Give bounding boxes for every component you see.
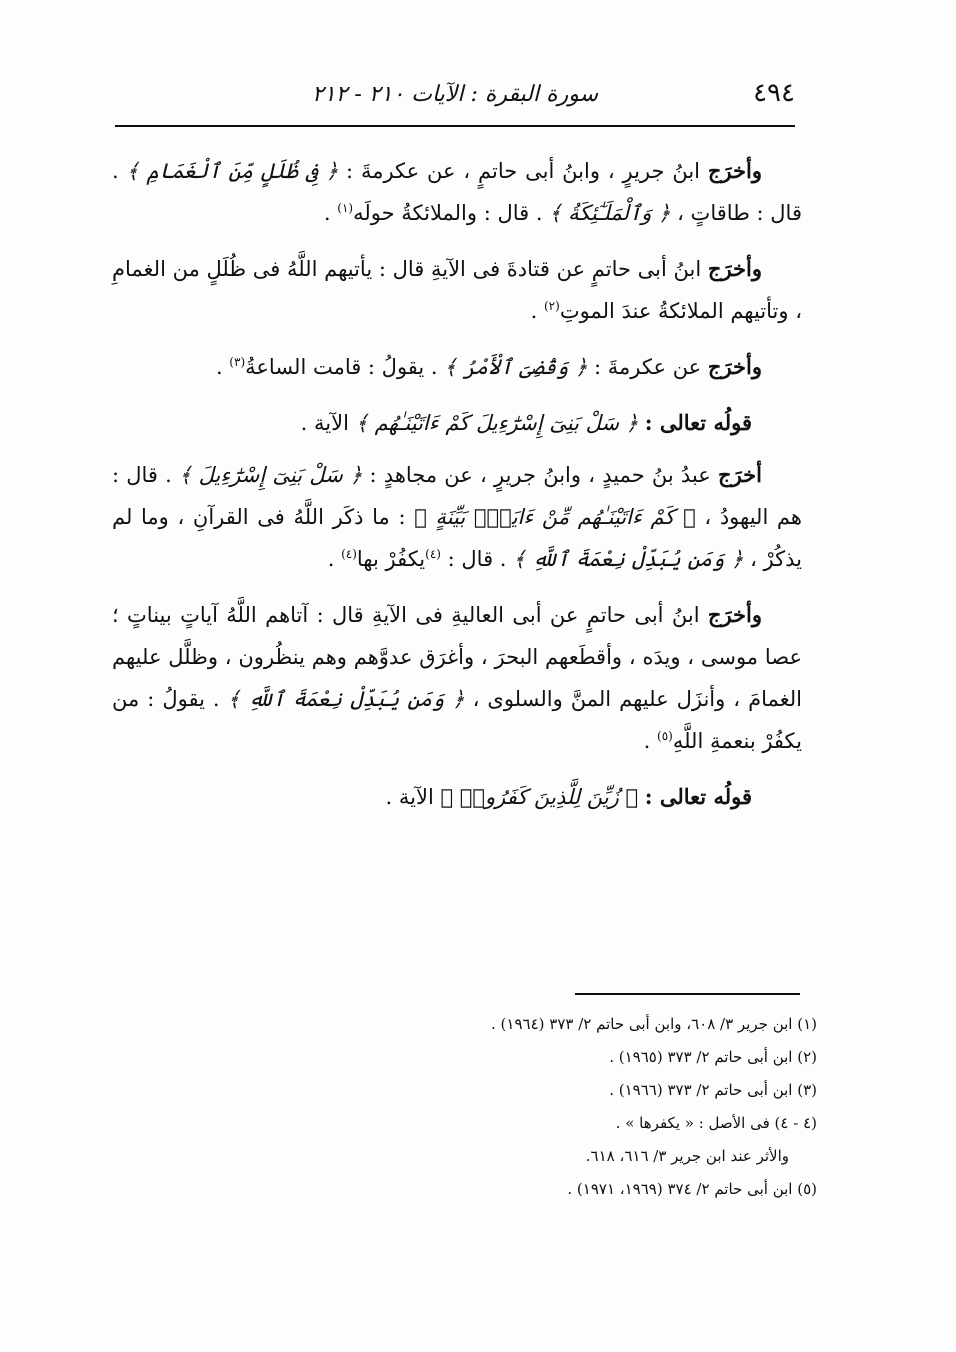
header-rule — [115, 125, 795, 127]
paragraph-3 — [112, 346, 802, 388]
quran-quote: ﴿ سَلْ بَنِىٓ إِسْرَٰٓءِيلَ كَمْ ءَاتَيْنَـٰهُم ﴾ — [355, 411, 645, 435]
quran-quote: ﴿ وَٱلْمَلَـٰٓئِكَةُ ﴾ — [549, 201, 671, 225]
text: . قال : هم اليهودُ ، — [112, 463, 802, 529]
verse-heading-1 — [112, 402, 802, 444]
text: . — [323, 201, 338, 225]
quran-quote: ﴿ زُيِّنَ لِلَّذِينَ كَفَرُوا۟ ﴾ — [440, 785, 645, 809]
lead-word: وأخرَج — [707, 602, 762, 627]
text: ابنُ أبى حاتمٍ عن قتادةَ فى الآيةِ قال : يأتيهم اللَّهُ فى ظُلَلٍ من الغمامِ ، وتأتيهم الملائكةُ عندَ الموتِ — [112, 257, 802, 323]
quran-quote: ﴿ وَمَن يُبَدِّلْ نِعْمَةَ ٱللَّهِ ﴾ — [513, 547, 744, 571]
footnote-4-continued: والأثر عند ابن جرير ٣/ ٦١٦، ٦١٨. — [585, 1147, 789, 1165]
quran-quote: ﴿ وَمَن يُبَدِّلْ نِعْمَةَ ٱللَّهِ ﴾ — [227, 687, 465, 711]
paragraph-4 — [112, 454, 802, 580]
heading-label: قولُه تعالى : — [644, 410, 752, 435]
page-header — [115, 78, 795, 124]
footnote-ref: (٣) — [229, 355, 246, 369]
footnote-ref: (٤) — [341, 547, 357, 561]
footnote-ref: (١) — [337, 201, 354, 215]
heading-label: قولُه تعالى : — [644, 784, 752, 809]
text: . قال : — [440, 547, 514, 571]
text: عبدُ بنُ حميدٍ ، وابنُ جريرٍ ، عن مجاهدٍ : — [362, 463, 719, 487]
paragraph-2 — [112, 248, 802, 332]
text: . يقولُ : من يكفُرْ بنعمةِ اللَّهِ — [112, 687, 802, 753]
page-number: ٤٩٤ — [753, 78, 795, 108]
text: . يقولُ : قامت الساعةُ — [245, 355, 445, 379]
text: . — [643, 729, 657, 753]
running-title: سورة البقرة : الآيات ٢١٠ - ٢١٢ — [311, 82, 599, 107]
text: . — [327, 547, 342, 571]
lead-word: وأخرَج — [707, 354, 762, 379]
text: . قال : طاقاتٍ ، — [112, 159, 802, 225]
text: يكفُرْ بها — [356, 547, 426, 571]
footnote-4: (٤ - ٤) فى الأصل : « يكفرها » . — [615, 1114, 817, 1132]
footnote-1: (١) ابن جرير ٣/ ٦٠٨، وابن أبى حاتم ٢/ ٣٧٣ (١٩٦٤) . — [491, 1015, 817, 1033]
footnote-rule — [575, 993, 800, 995]
footnote-ref: (٥) — [657, 729, 673, 743]
quran-quote: ﴿ فِى ظُلَلٍ مِّنَ ٱلْغَمَامِ ﴾ — [126, 159, 339, 183]
footnote-ref: (٢) — [543, 299, 560, 313]
footnote-3: (٣) ابن أبى حاتم ٢/ ٣٧٣ (١٩٦٦) . — [609, 1081, 817, 1099]
lead-word: وأخرَج — [707, 158, 762, 183]
paragraph-5 — [112, 594, 802, 762]
text: . قال : والملائكةُ حولَه — [353, 201, 550, 225]
paragraph-1 — [112, 150, 802, 234]
text: ابنُ جريرٍ ، وابنُ أبى حاتمٍ ، عن عكرمةَ : — [338, 159, 708, 183]
quran-quote: ﴿ وَقُضِىَ ٱلْأَمْرُ ﴾ — [444, 355, 588, 379]
text: : ما ذكَر اللَّهُ فى القرآنِ ، وما لم يذكُرْ ، — [112, 505, 802, 571]
text: ابنُ أبى حاتمٍ عن أبى العاليةِ فى الآيةِ قال : آتاهم اللَّهُ آياتٍ بيناتٍ ؛ عصا موسى ، ويدَه ، وأقطَعهم البحرَ ، وأغرَق عدوَّهم وهم ينظُرون ، وظلَّل عليهم الغمامَ ، وأنزَل عليهم المنَّ والسلوى ، — [112, 603, 802, 711]
footnotes — [112, 1008, 817, 1206]
footnote-2: (٢) ابن أبى حاتم ٢/ ٣٧٣ (١٩٦٥) . — [609, 1048, 817, 1066]
text: عن عكرمةَ : — [587, 355, 708, 379]
main-text — [112, 150, 802, 828]
text: الآية . — [385, 785, 441, 809]
footnote-5: (٥) ابن أبى حاتم ٢/ ٣٧٤ (١٩٦٩، ١٩٧١) . — [567, 1180, 817, 1198]
text: . — [530, 299, 544, 323]
lead-word: أخرَج — [718, 462, 762, 487]
text: . — [215, 355, 230, 379]
footnote-ref: (٤) — [425, 547, 441, 561]
lead-word: وأخرَج — [707, 256, 762, 281]
quran-quote: ﴿ سَلْ بَنِىٓ إِسْرَٰٓءِيلَ ﴾ — [179, 463, 363, 487]
text: الآية . — [300, 411, 356, 435]
quran-quote: ﴿ كَمْ ءَاتَيْنَـٰهُم مِّنْ ءَايَةٍۭ بَيِّنَةٍ ﴾ — [414, 505, 696, 529]
verse-heading-2 — [112, 776, 802, 818]
